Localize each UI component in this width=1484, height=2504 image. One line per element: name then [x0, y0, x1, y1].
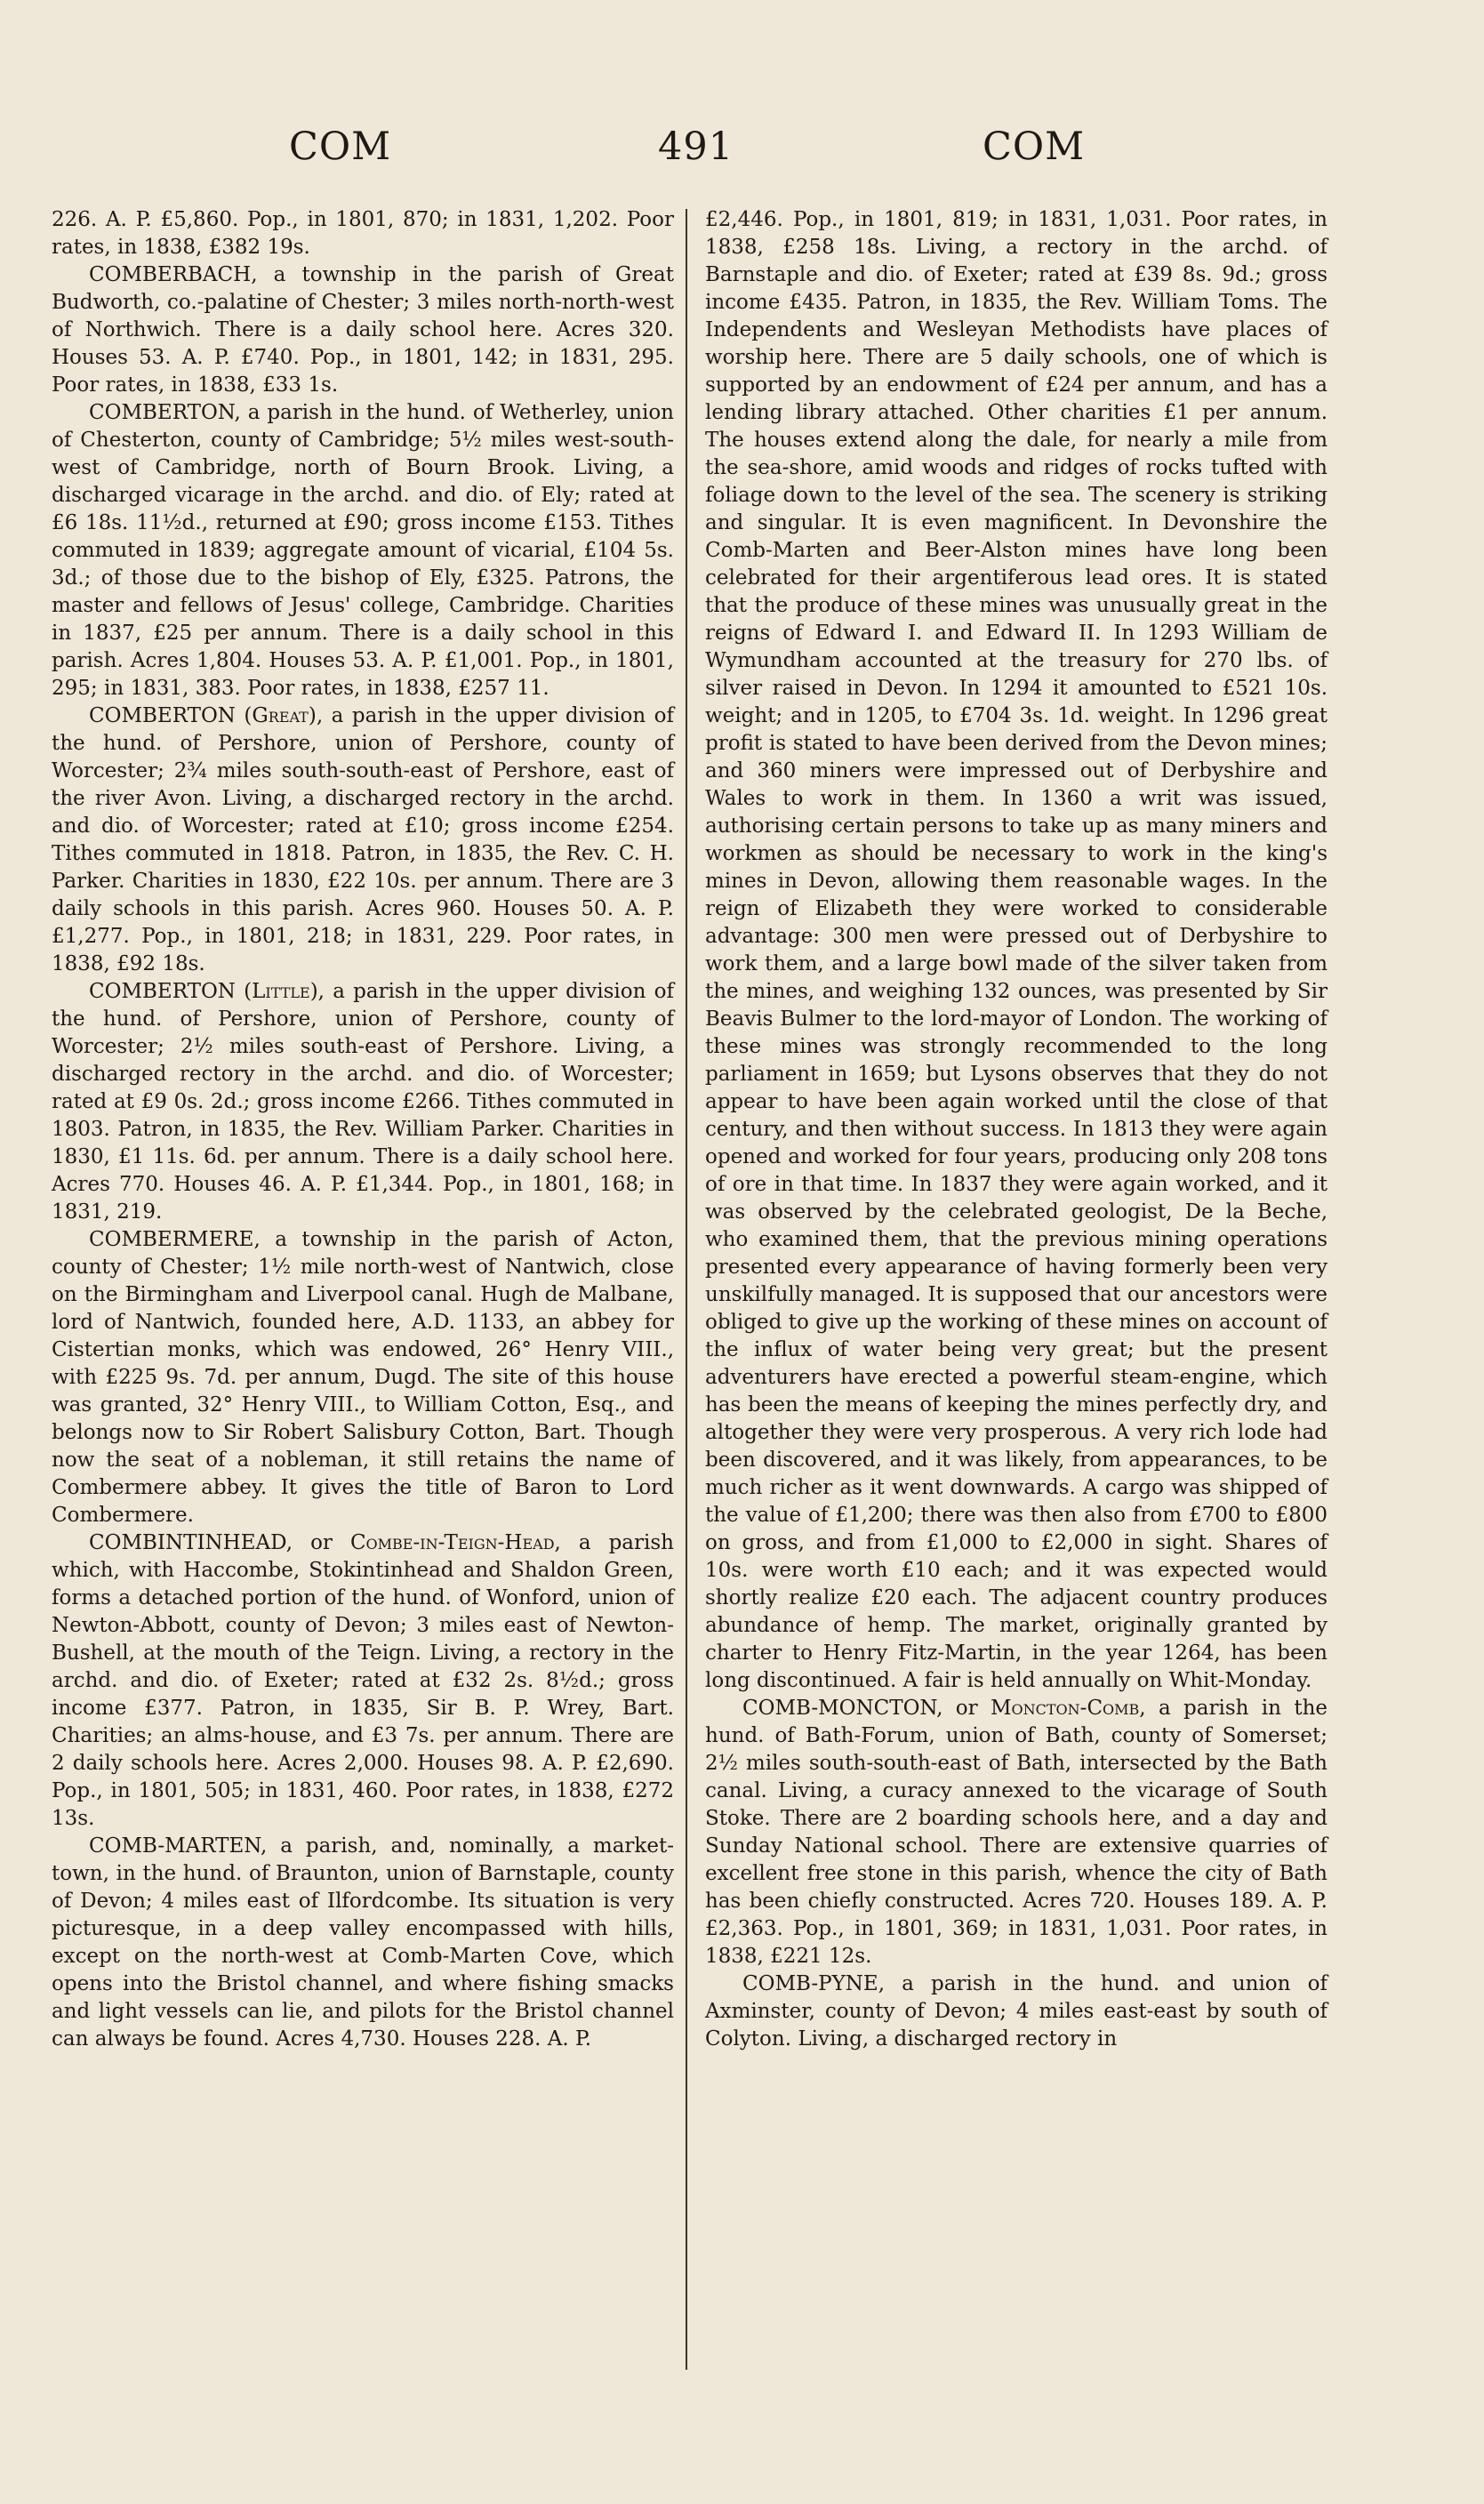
entry-subtitle: Little [252, 980, 310, 1003]
running-head-left: COM [289, 124, 392, 169]
entry-comb-marten: COMB-MARTEN, a parish, and, nominally, a market-town, in the hund. of Braunton, union of Barnstaple, county of Devon; 4 miles east of Ilfordcombe. Its situation is very picturesque, in a deep valley encompassed with hills, except on the north-west at Comb-Marten Cove, which opens into the Bristol channel, and where fishing smacks and light vessels can lie, and pilots for the Bristol channel can always be found. Acres 4,730. Houses 228. A. P. [52, 1834, 674, 2051]
entry-headword: COMBERMERE [89, 1228, 254, 1251]
entry-comb-moncton: COMB-MONCTON, or Moncton-Comb, a parish in the hund. of Bath-Forum, union of Bath, county of Somerset; 2½ miles south-south-east of Bath, intersected by the Bath canal. Living, a curacy annexed to the vicarage of South Stoke. There are 2 boarding schools here, and a day and Sunday National school. There are extensive quarries of excellent free stone in this parish, whence the city of Bath has been chiefly constructed. Acres 720. Houses 189. A. P. £2,363. Pop., in 1801, 369; in 1831, 1,031. Poor rates, in 1838, £221 12s. [705, 1697, 1328, 1968]
entry-continuation: 226. A. P. £5,860. Pop., in 1801, 870; in 1831, 1,202. Poor rates, in 1838, £382 19s. [52, 208, 674, 259]
entry-comberton-little: COMBERTON (Little), a parish in the upper division of the hund. of Pershore, union of Pershore, county of Worcester; 2½ miles south-east of Pershore. Living, a discharged rectory in the archd. and dio. of Worcester; rated at £9 0s. 2d.; gross income £266. Tithes commuted in 1803. Patron, in 1835, the Rev. William Parker. Charities in 1830, £1 11s. 6d. per annum. There is a daily school here. Acres 770. Houses 46. A. P. £1,344. Pop., in 1801, 168; in 1831, 219. [52, 980, 674, 1224]
entry-headword: COMBERTON [89, 401, 235, 424]
entry-headword: COMBERTON [89, 980, 236, 1003]
entry-comberton-great: COMBERTON (Great), a parish in the upper division of the hund. of Pershore, union of Pershore, county of Worcester; 2¾ miles south-south-east of Pershore, east of the river Avon. Living, a discharged rectory in the archd. and dio. of Worcester; rated at £10; gross income £254. Tithes commuted in 1818. Patron, in 1835, the Rev. C. H. Parker. Charities in 1830, £22 10s. per annum. There are 3 daily schools in this parish. Acres 960. Houses 50. A. P. £1,277. Pop., in 1801, 218; in 1831, 229. Poor rates, in 1838, £92 18s. [52, 704, 674, 975]
entry-headword: COMBERTON [89, 704, 236, 727]
entry-subtitle: Great [252, 704, 309, 727]
entry-headword: COMB-PYNE [742, 1972, 878, 1995]
entry-continuation: £2,446. Pop., in 1801, 819; in 1831, 1,031. Poor rates, in 1838, £258 18s. Living, a rectory in the archd. of Barnstaple and dio. of Exeter; rated at £39 8s. 9d.; gross income £435. Patron, in 1835, the Rev. William Toms. The Independents and Wesleyan Methodists have places of worship here. There are 5 daily schools, one of which is supported by an endowment of £24 per annum, and has a lending library attached. Other charities £1 per annum. The houses extend along the dale, for nearly a mile from the sea-shore, amid woods and ridges of rocks tufted with foliage down to the level of the sea. The scenery is striking and singular. It is even magnificent. In Devonshire the Comb-Marten and Beer-Alston mines have long been celebrated for their argentiferous lead ores. It is stated that the produce of these mines was unusually great in the reigns of Edward I. and Edward II. In 1293 William de Wymundham accounted at the treasury for 270 lbs. of silver raised in Devon. In 1294 it amounted to £521 10s. weight; and in 1205, to £704 3s. 1d. weight. In 1296 great profit is stated to have been derived from the Devon mines; and 360 miners were impressed out of Derbyshire and Wales to work in them. In 1360 a writ was issued, authorising certain persons to take up as many miners and workmen as should be necessary to work in the king's mines in Devon, allowing them reasonable wages. In the reign of Elizabeth they were worked to considerable advantage: 300 men were pressed out of Derbyshire to work them, and a large bowl made of the silver taken from the mines, and weighing 132 ounces, was presented by Sir Beavis Bulmer to the lord-mayor of London. The working of these mines was strongly recommended to the long parliament in 1659; but Lysons observes that they do not appear to have been again worked until the close of that century, and then without success. In 1813 they were again opened and worked for four years, producing only 208 tons of ore in that time. In 1837 they were again worked, and it was observed by the celebrated geologist, De la Beche, who examined them, that the previous mining operations presented every appearance of having formerly been very unskilfully managed. It is supposed that our ancestors were obliged to give up the working of these mines on account of the influx of water being very great; but the present adventurers have erected a powerful steam-engine, which has been the means of keeping the mines perfectly dry, and altogether they were very prosperous. A very rich lode had been discovered, and it was likely, from appearances, to be much richer as it went downwards. A cargo was shipped of the value of £1,200; there was then also from £700 to £800 on gross, and from £1,000 to £2,000 in sight. Shares of 10s. were worth £10 each; and it was expected would shortly realize £20 each. The adjacent country produces abundance of hemp. The market, originally granted by charter to Henry Fitz-Martin, in the year 1264, has been long discontinued. A fair is held annually on Whit-Monday. [705, 208, 1328, 1692]
right-column [705, 206, 1328, 2053]
entry-comberbach: COMBERBACH, a township in the parish of Great Budworth, co.-palatine of Chester; 3 miles north-north-west of Northwich. There is a daily school here. Acres 320. Houses 53. A. P. £740. Pop., in 1801, 142; in 1831, 295. Poor rates, in 1838, £33 1s. [52, 263, 674, 397]
entry-subtitle: Moncton-Comb [990, 1697, 1140, 1720]
page-header [0, 0, 1484, 178]
column-divider [686, 209, 687, 2370]
page-number: 491 [658, 124, 734, 169]
entry-headword: COMBERBACH [89, 263, 252, 286]
entry-comberton: COMBERTON, a parish in the hund. of Wetherley, union of Chesterton, county of Cambridge; 5½ miles west-south-west of Cambridge, north of Bourn Brook. Living, a discharged vicarage in the archd. and dio. of Ely; rated at £6 18s. 11½d., returned at £90; gross income £153. Tithes commuted in 1839; aggregate amount of vicarial, £104 5s. 3d.; of those due to the bishop of Ely, £325. Patrons, the master and fellows of Jesus' college, Cambridge. Charities in 1837, £25 per annum. There is a daily school in this parish. Acres 1,804. Houses 53. A. P. £1,001. Pop., in 1801, 295; in 1831, 383. Poor rates, in 1838, £257 11. [52, 401, 674, 700]
entry-subtitle: Combe-in-Teign-Head [349, 1531, 555, 1554]
left-column [52, 206, 674, 2053]
entry-headword: COMB-MARTEN [89, 1834, 261, 1858]
running-head-right: COM [983, 124, 1086, 169]
entry-headword: COMBINTINHEAD [89, 1531, 286, 1554]
entry-comb-pyne: COMB-PYNE, a parish in the hund. and union of Axminster, county of Devon; 4 miles east-east by south of Colyton. Living, a discharged rectory in [705, 1972, 1328, 2051]
entry-combermere: COMBERMERE, a township in the parish of Acton, county of Chester; 1½ mile north-west of Nantwich, close on the Birmingham and Liverpool canal. Hugh de Malbane, lord of Nantwich, founded here, A.D. 1133, an abbey for Cistertian monks, which was endowed, 26° Henry VIII., with £225 9s. 7d. per annum, Dugd. The site of this house was granted, 32° Henry VIII., to William Cotton, Esq., and belongs now to Sir Robert Salisbury Cotton, Bart. Though now the seat of a nobleman, it still retains the name of Combermere abbey. It gives the title of Baron to Lord Combermere. [52, 1228, 674, 1527]
entry-combintinhead: COMBINTINHEAD, or Combe-in-Teign-Head, a parish which, with Haccombe, Stokintinhead and Shaldon Green, forms a detached portion of the hund. of Wonford, union of Newton-Abbott, county of Devon; 3 miles east of Newton-Bushell, at the mouth of the Teign. Living, a rectory in the archd. and dio. of Exeter; rated at £32 2s. 8½d.; gross income £377. Patron, in 1835, Sir B. P. Wrey, Bart. Charities; an alms-house, and £3 7s. per annum. There are 2 daily schools here. Acres 2,000. Houses 98. A. P. £2,690. Pop., in 1801, 505; in 1831, 460. Poor rates, in 1838, £272 13s. [52, 1531, 674, 1830]
entry-headword: COMB-MONCTON [742, 1697, 937, 1720]
